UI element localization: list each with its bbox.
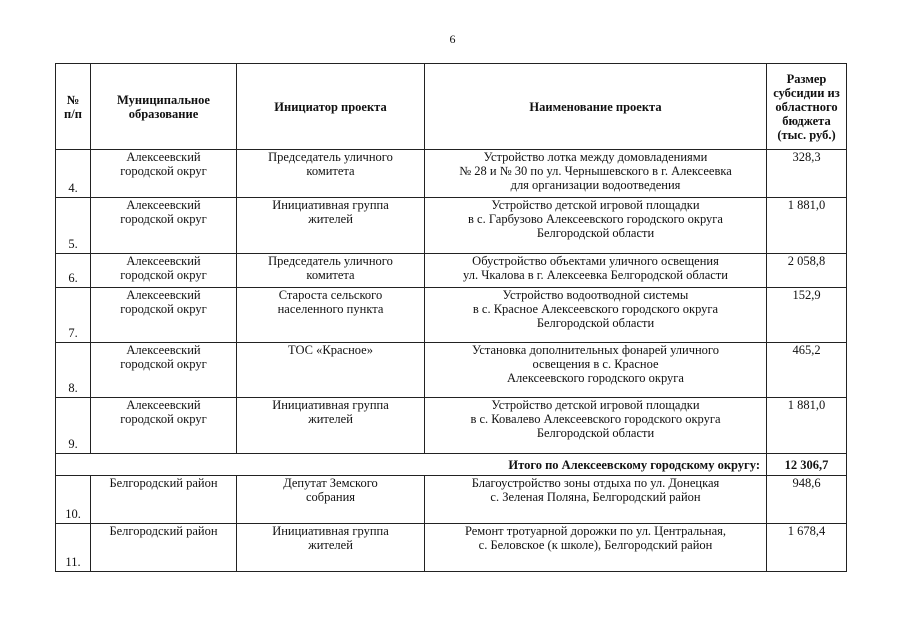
subsidy-table [55, 63, 847, 572]
text-line: Устройство лотка между домовладениями [483, 150, 708, 164]
municipality-cell [91, 288, 237, 343]
municipality-cell [91, 198, 237, 254]
municipality-cell [91, 476, 237, 524]
row-number: 7. [56, 288, 91, 343]
subsidy-cell: 328,3 [767, 150, 847, 198]
row-number: 10. [56, 476, 91, 524]
text-line: Благоустройство зоны отдыха по ул. Донецкая [471, 476, 720, 490]
initiator-cell [237, 398, 425, 454]
text-line: Инициативная группа [272, 524, 389, 538]
subsidy-cell: 152,9 [767, 288, 847, 343]
initiator-cell [237, 288, 425, 343]
row-number: 11. [56, 524, 91, 572]
initiator-cell [237, 476, 425, 524]
project-cell [425, 254, 767, 288]
header-initiator [237, 64, 425, 150]
initiator-cell [237, 198, 425, 254]
table-row [56, 524, 847, 572]
text-line: субсидии из [773, 85, 840, 100]
municipality-cell [91, 343, 237, 398]
text-line: Алексеевский [126, 288, 201, 302]
subsidy-cell: 465,2 [767, 343, 847, 398]
municipality-cell [91, 254, 237, 288]
text-line: собрания [305, 490, 356, 504]
subsidy-cell: 1 678,4 [767, 524, 847, 572]
table-row [56, 343, 847, 398]
total-value: 12 306,7 [767, 454, 847, 476]
text-line: городской округ [120, 357, 207, 371]
text-line: в с. Гарбузово Алексеевского городского округа [468, 212, 723, 226]
row-number: 9. [56, 398, 91, 454]
page-number: 6 [449, 32, 456, 46]
project-cell [425, 524, 767, 572]
text-line: Устройство детской игровой площадки [491, 198, 700, 212]
text-line: Инициатор проекта [274, 99, 387, 114]
text-line: в с. Ковалево Алексеевского городского округа [470, 412, 721, 426]
text-line: городской округ [120, 302, 207, 316]
text-line: городской округ [120, 268, 207, 282]
text-line: жителей [308, 538, 353, 552]
subsidy-cell: 1 881,0 [767, 198, 847, 254]
text-line: образование [128, 106, 199, 121]
text-line: Алексеевского городского округа [507, 371, 684, 385]
text-line: городской округ [120, 164, 207, 178]
text-line: Белгородский район [109, 476, 218, 490]
table-row [56, 150, 847, 198]
table-row [56, 198, 847, 254]
header-num [56, 64, 91, 150]
text-line: Алексеевский [126, 254, 201, 268]
text-line: Алексеевский [126, 398, 201, 412]
row-number: 6. [56, 254, 91, 288]
text-line: освещения в с. Красное [532, 357, 659, 371]
text-line: (тыс. руб.) [777, 127, 836, 142]
text-line: Белгородский район [109, 524, 218, 538]
text-line: Ремонт тротуарной дорожки по ул. Центральная, [464, 524, 727, 538]
text-line: Белгородской области [536, 426, 655, 440]
table-row [56, 288, 847, 343]
text-line: Устройство детской игровой площадки [491, 398, 700, 412]
text-line: Установка дополнительных фонарей уличного [472, 343, 719, 357]
municipality-cell [91, 524, 237, 572]
text-line: № [66, 92, 80, 107]
text-line: городской округ [120, 212, 207, 226]
subsidy-cell: 1 881,0 [767, 398, 847, 454]
text-line: Белгородской области [536, 226, 655, 240]
text-line: Размер [786, 71, 827, 86]
text-line: комитета [306, 268, 355, 282]
table-row [56, 476, 847, 524]
row-number: 8. [56, 343, 91, 398]
text-line: Председатель уличного [268, 150, 393, 164]
header-project [425, 64, 767, 150]
initiator-cell [237, 524, 425, 572]
text-line: Муниципальное [117, 92, 210, 107]
text-line: для организации водоотведения [510, 178, 681, 192]
text-line: ул. Чкалова в г. Алексеевка Белгородской области [463, 268, 728, 282]
text-line: городской округ [120, 412, 207, 426]
text-line: в с. Красное Алексеевского городского округа [472, 302, 719, 316]
project-cell [425, 150, 767, 198]
text-line: Алексеевский [126, 198, 201, 212]
text-line: Председатель уличного [268, 254, 393, 268]
text-line: Наименование проекта [529, 99, 662, 114]
text-line: Алексеевский [126, 343, 201, 357]
text-line: населенного пункта [277, 302, 384, 316]
header-row [56, 64, 847, 150]
text-line: жителей [308, 412, 353, 426]
text-line: Депутат Земского [283, 476, 378, 490]
municipality-cell [91, 150, 237, 198]
project-cell [425, 343, 767, 398]
initiator-cell [237, 343, 425, 398]
text-line: № 28 и № 30 по ул. Чернышевского в г. Алексеевка [459, 164, 732, 178]
text-line: Устройство водоотводной системы [502, 288, 689, 302]
initiator-cell [237, 254, 425, 288]
project-cell [425, 398, 767, 454]
text-line: Обустройство объектами уличного освещения [472, 254, 719, 268]
municipality-cell [91, 398, 237, 454]
row-number: 5. [56, 198, 91, 254]
text-line: Староста сельского [278, 288, 383, 302]
text-line: Алексеевский [126, 150, 201, 164]
initiator-cell [237, 150, 425, 198]
table-row [56, 254, 847, 288]
subsidy-cell: 2 058,8 [767, 254, 847, 288]
text-line: комитета [306, 164, 355, 178]
text-line: Инициативная группа [272, 198, 389, 212]
text-line: с. Зеленая Поляна, Белгородский район [490, 490, 701, 504]
row-number: 4. [56, 150, 91, 198]
total-row [56, 454, 847, 476]
text-line: Инициативная группа [272, 398, 389, 412]
project-cell [425, 288, 767, 343]
header-subsidy [767, 64, 847, 150]
text-line: п/п [64, 106, 82, 121]
text-line: Белгородской области [536, 316, 655, 330]
header-municipality [91, 64, 237, 150]
total-label: Итого по Алексеевскому городскому округу: [56, 454, 767, 476]
text-line: областного [775, 99, 838, 114]
text-line: жителей [308, 212, 353, 226]
project-cell [425, 198, 767, 254]
text-line: бюджета [782, 113, 831, 128]
project-cell [425, 476, 767, 524]
text-line: ТОС «Красное» [288, 343, 373, 357]
text-line: с. Беловское (к школе), Белгородский район [478, 538, 713, 552]
table-row [56, 398, 847, 454]
subsidy-cell: 948,6 [767, 476, 847, 524]
